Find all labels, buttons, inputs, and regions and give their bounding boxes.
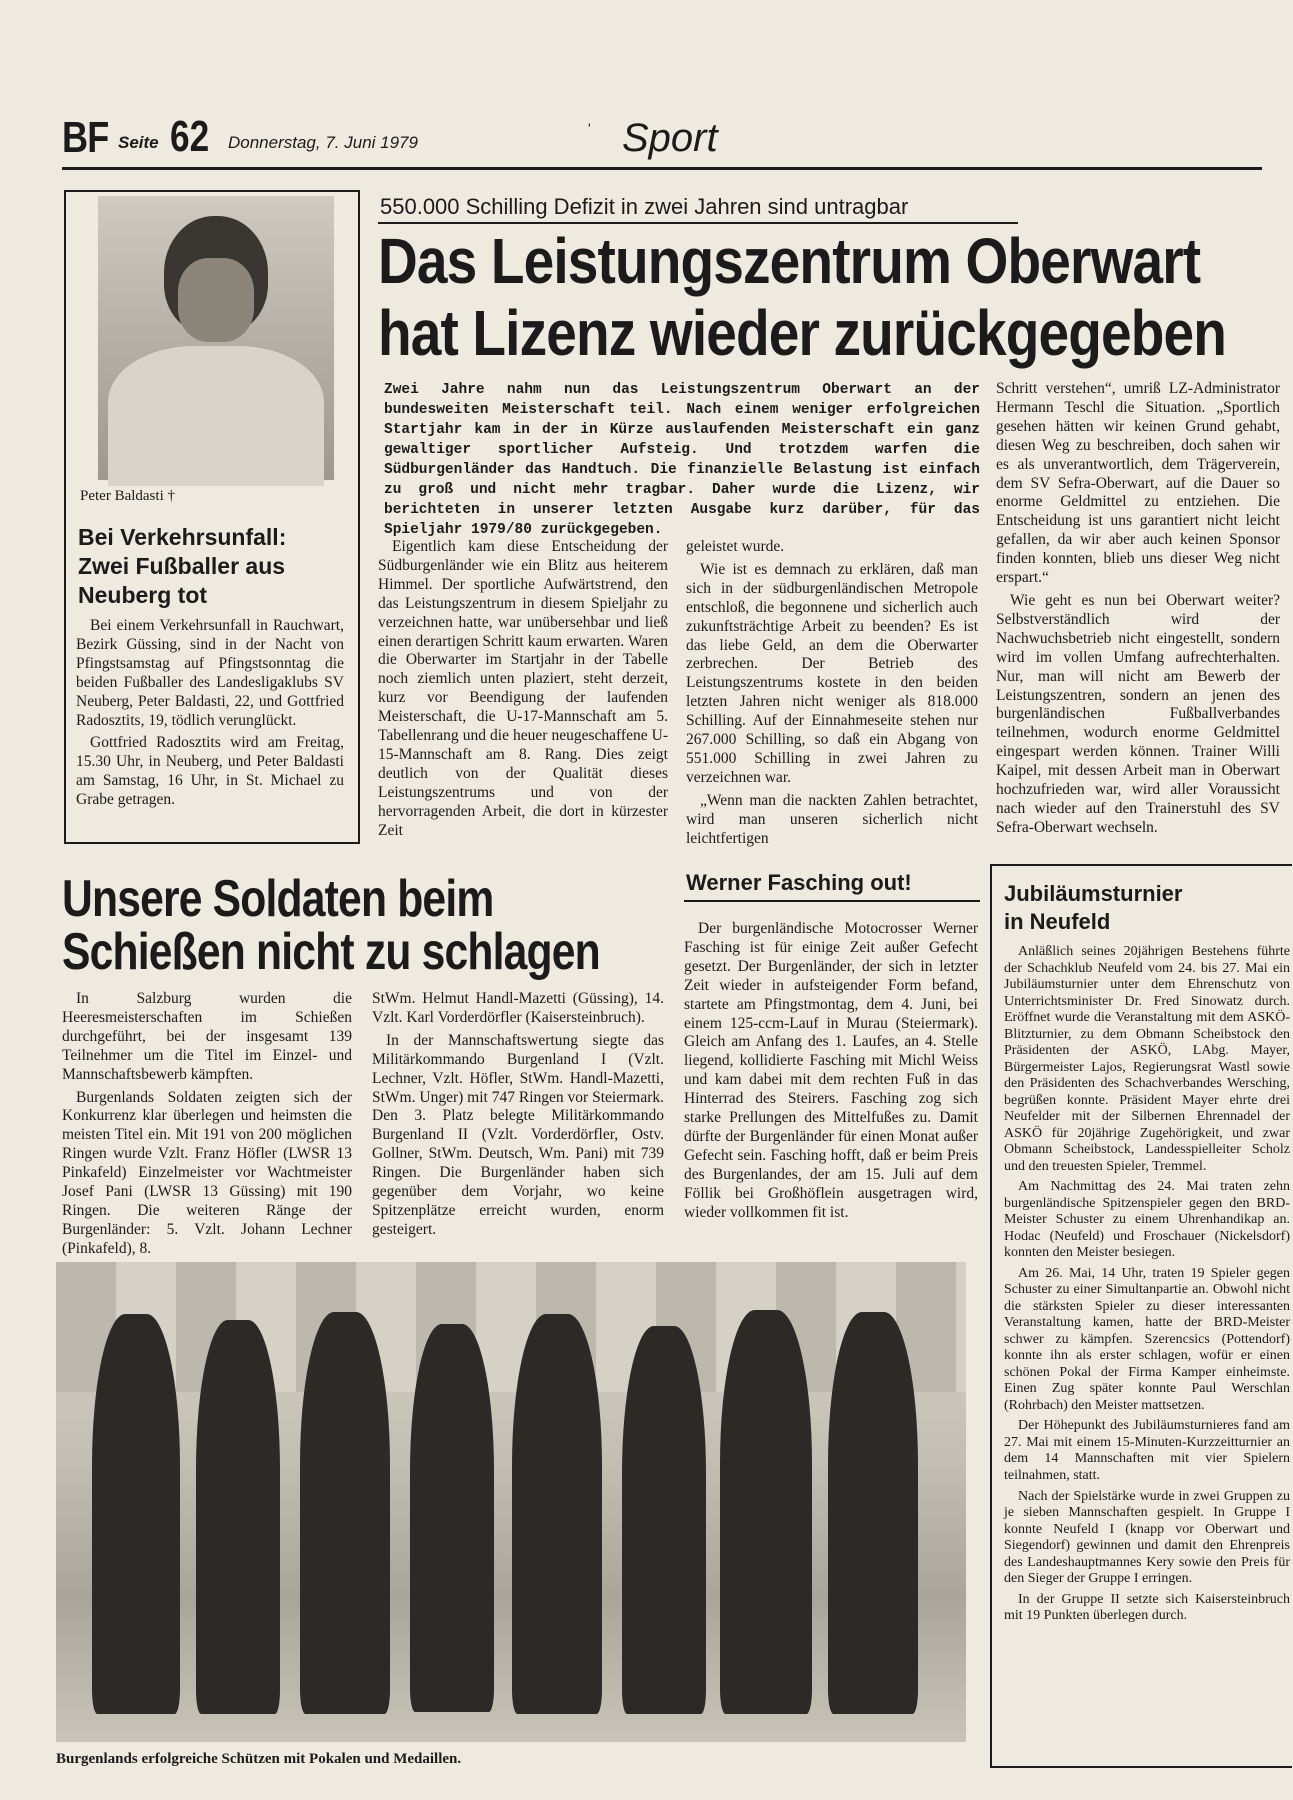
main-col3-paragraph-1: Schritt verstehen“, umriß LZ-Administrator Hermann Teschl die Situation. „Sportlich gesehen hätten wir keinen Grund gehabt, diesen Weg zu beschreiben, doch sahen wir es als unverantwortlich, dem Trägerverein, dem SV Sefra-Oberwart, auf die Dauer so enorme Geldmittel zu entziehen. Die Entscheidung ist uns garantiert nicht leicht gefallen, da wir aber auch keinen Sponsor finden konnten, blieb uns dieser Weg nicht erspart.“ [996,380,1280,587]
main-headline-line-1: Das Leistungszentrum Oberwart [378,225,1201,297]
page-number: 62 [170,112,210,161]
jubilee-body [1004,944,1290,1754]
soldiers-photo [56,1262,966,1742]
issue-date: Donnerstag, 7. Juni 1979 [228,133,418,152]
soldiers-col1-paragraph-2: Burgenlands Soldaten zeigten sich der Konkurrenz klar überlegen und heimsten die meisten Titel ein. Mit 191 von 200 möglichen Ringen wurde Vzlt. Franz Höfler (LWSR 13 Pinkafeld) Einzelmeister vor Wachtmeister Josef Pani (LWSR 13 Güssing) mit 190 Ringen. Die weiteren Ränge der Burgenländer: 5. Vzlt. Johann Lechner (Pinkafeld), 8. [62,1088,352,1257]
soldier-figure [828,1312,918,1714]
soldiers-col1-paragraph-1: In Salzburg wurden die Heeresmeisterschaften im Schießen durchgeführt, bei der insgesamt 139 Teilnehmer um die Titel im Einzel- und Mannschaftsbewerb kämpften. [62,990,352,1083]
obituary-body [76,617,344,835]
photo-building-facade [56,1262,966,1392]
obituary-headline: Bei Verkehrsunfall: Zwei Fußballer aus Neuberg tot [78,524,287,608]
main-headline-line-2: hat Lizenz wieder zurückgegeben [378,297,1227,369]
main-col3-paragraph-2: Wie geht es nun bei Oberwart weiter? Selbstverständlich wird der Nachwuchsbetrieb nicht eingestellt, sondern wird im vollen Umfang aufrechterhalten. Nur, man will nicht am Bewerb der Leistungszentren, sondern an jenen des burgenländischen Fußballverbandes teilnehmen, wodurch enorme Geldmittel eingespart werden können. Trainer Willi Kaipel, mit dessen Arbeit man in Oberwart hochzufrieden war, wird aller Voraussicht nach wieder auf den Trainerstuhl des SV Sefra-Oberwart wechseln. [996,591,1280,836]
masthead-logo: BF [62,113,109,162]
main-col2-paragraph-2: Wie ist es demnach zu erklären, daß man sich in der südburgenländischen Metropole entschloß, die begonnene und sicherlich auch zukunftsträchtige Arbeit zu beenden? Es ist das liebe Geld, an dem die Oberwarter zerbrechen. Der Betrieb des Leistungszentrums kostete in den beiden letzten Jahren nicht weniger als 818.000 Schilling. Auf der Einnahmeseite stehen nur 267.000 Schilling, so daß ein Abgang von 551.000 Schilling in zwei Jahren zu verzeichnen war. [686,560,978,786]
jubilee-paragraph-3: Am 26. Mai, 14 Uhr, traten 19 Spieler gegen Schuster zu einer Simultanpartie an. Obwohl nicht die stärksten Spieler zu dieser interessanten Veranstaltung kamen, hatte der BRD-Meister schwer zu kämpfen. Szerencsics (Pottendorf) konnte ihn als erster schlagen, wofür er einen schönen Pokal der Firma Kamper einheimste. Einen Zug später konnte Paul Werschlan (Rohrbach) den Meister mattsetzen. [1004,1265,1290,1413]
soldier-figure [196,1320,280,1714]
soldier-figure [622,1326,706,1714]
fasching-rule [684,900,980,902]
jubilee-paragraph-2: Am Nachmittag des 24. Mai traten zehn burgenländische Spitzenspieler gegen den BRD-Meister Schuster zu einem Uhrenhandikap an. Hodac (Neufeld) und Froschauer (Nickelsdorf) konnten den Meister besiegen. [1004,1179,1290,1261]
masthead-dot: ' [588,120,591,136]
fasching-paragraph: Der burgenländische Motocrosser Werner Fasching ist für einige Zeit außer Gefecht gesetzt. Der Burgenländer, der sich in letzter Zeit wieder in aufsteigender Form befand, startete am Pfingstmontag, dem 4. Juni, bei einem 125-ccm-Lauf in Murau (Steiermark). Gleich am Anfang des 1. Laufes, an 4. Stelle liegend, kollidierte Fasching mit Michl Weiss und kam dabei mit dem rechten Fuß in das Hinterrad des Steirers. Fasching zog sich starke Prellungen des Mittelfußes zu. Damit dürfte der Burgenländer für einen Monat außer Gefecht sein. Fasching hofft, daß er beim Preis des Burgenlandes, der am 15. Juli auf dem Föllik bei Großhöflein ausgetragen wird, wieder vollkommen fit ist. [684,920,978,1221]
jubilee-paragraph-1: Anläßlich seines 20jährigen Bestehens führte der Schachklub Neufeld vom 24. bis 27. Mai ein Jubiläumsturnier unter dem Ehrenschutz von Unterrichtsminister Dr. Fred Sinowatz durch. Eröffnet wurde die Veranstaltung mit dem ASKÖ-Blitzturnier, zu dem Obmann Scheibstock den Präsidenten der ASKÖ, LAbg. Mayer, Bürgermeister Lajos, Regierungsrat Wastl sowie den Präsidenten des Schachverbandes Wersching, begrüßen konnte. Präsident Mayer ehrte drei Neufelder mit der Silbernen Ehrennadel der ASKÖ für 20jährige Zugehörigkeit, und zwar Obmann Scheibstock, Landesspielleiter Scholz und den treuesten Spieler, Tremmel. [1004,944,1290,1174]
obituary-paragraph-1: Bei einem Verkehrsunfall in Rauchwart, Bezirk Güssing, sind in der Nacht von Pfingstsamstag auf Pfingstsonntag die beiden Fußballer des Landesligaklubs SV Neuberg, Peter Baldasti, 22, und Gottfried Radosztits, 19, tödlich verunglückt. [76,617,344,729]
jubilee-headline: Jubiläumsturnier in Neufeld [1004,881,1183,934]
main-lead: Zwei Jahre nahm nun das Leistungszentrum Oberwart an der bundesweiten Meisterschaft teil. Nach einem weniger erfolgreichen Startjahr kam in der in Kürze auslaufenden Meisterschaft ein ganz gewaltiger sportlicher Aufsteig. Und trotzdem warfen die Südburgenländer das Handtuch. Die finanzielle Belastung ist einfach zu groß und nicht mehr tragbar. Daher wurde die Lizenz, wir berichteten in unserer letzten Ausgabe kurz darüber, für das Spieljahr 1979/80 zurückgegeben. [384,382,980,538]
soldiers-photo-caption: Burgenlands erfolgreiche Schützen mit Pokalen und Medaillen. [56,1751,462,1767]
soldier-figure [300,1312,390,1714]
main-col1-paragraph: Eigentlich kam diese Entscheidung der Südburgenländer wie ein Blitz aus heiterem Himmel. Der sportliche Aufwärtstrend, den das Leistungszentrum in diesem Spieljahr zu verzeichnen hatte, war unübersehbar und ließ einen derartigen Schritt kaum erwarten. Waren die Oberwarter im Startjahr in der Tabelle noch ziemlich unten plaziert, steht derzeit, kurz vor Beendigung der laufenden Meisterschaft, die U-17-Mannschaft am 5. Tabellenrang und die heuer neugeschaffene U-15-Mannschaft am 8. Rang. Dies zeigt deutlich von der Qualität dieses Leistungszentrums und von der hervorragenden Arbeit, die dort in kürzester Zeit [378,538,668,839]
soldier-figure [410,1324,494,1712]
soldiers-headline-line-2: Schießen nicht zu schlagen [62,923,600,981]
portrait-face [178,258,254,342]
section-title: Sport [622,116,718,160]
masthead-rule [62,167,1262,170]
jubilee-paragraph-6: In der Gruppe II setzte sich Kaisersteinbruch mit 19 Punkten überlegen durch. [1004,1591,1290,1624]
portrait-caption: Peter Baldasti † [80,488,175,504]
portrait-shirt [108,346,324,486]
main-column-2 [686,538,978,848]
soldier-figure [720,1310,812,1714]
soldiers-column-1 [62,990,352,1257]
portrait-photo [98,196,334,480]
soldier-figure [512,1314,602,1714]
main-kicker: 550.000 Schilling Defizit in zwei Jahren sind untragbar [380,194,909,219]
soldiers-col2-paragraph-1: StWm. Helmut Handl-Mazetti (Güssing), 14. Vzlt. Karl Vorderdörfler (Kaisersteinbruch). [372,990,664,1026]
soldiers-col2-paragraph-2: In der Mannschaftswertung siegte das Militärkommando Burgenland I (Vzlt. Lechner, Vzlt. Höfler, StWm. Handl-Mazetti, StWm. Unger) mit 747 Ringen vor Steiermark. Den 3. Platz belegte Militärkommando Burgenland II (Vzlt. Vorderdörfler, Ostv. Gollner, StWm. Deutsch, Wm. Pani) mit 739 Ringen. Die Burgenländer haben sich gegenüber dem Vorjahr, wo keine Spitzenplätze erreicht wurden, enorm gesteigert. [372,1031,664,1238]
main-column-1 [378,538,668,848]
soldiers-column-2 [372,990,664,1248]
kicker-rule [378,222,1018,224]
main-col2-paragraph-1: geleistet wurde. [686,538,785,555]
jubilee-paragraph-5: Nach der Spielstärke wurde in zwei Gruppen zu je sieben Mannschaften gespielt. In Gruppe I konnte Neufeld I (knapp vor Oberwart und Siegendorf) gewinnen und damit den Ehrenpreis des Landeshauptmannes Kery sowie den Preis für den Sieger der Gruppe I erringen. [1004,1488,1290,1587]
fasching-headline: Werner Fasching out! [686,870,912,895]
main-col2-paragraph-3: „Wenn man die nackten Zahlen betrachtet, wird man unseren sicherlich nicht leichtfertigen [686,791,978,847]
page-label: Seite [118,133,159,152]
soldiers-headline-line-1: Unsere Soldaten beim [62,870,494,928]
obituary-paragraph-2: Gottfried Radosztits wird am Freitag, 15.30 Uhr, in Neuberg, und Peter Baldasti am Samstag, 16 Uhr, in St. Michael zu Grabe getragen. [76,734,344,809]
jubilee-paragraph-4: Der Höhepunkt des Jubiläumsturnieres fand am 27. Mai mit einem 15-Minuten-Kurzzeitturnier an dem 14 Mannschaften mit vier Spielern teilnahmen, statt. [1004,1418,1290,1483]
main-column-3 [996,380,1280,846]
fasching-body [684,920,978,1250]
soldier-figure [92,1314,180,1714]
